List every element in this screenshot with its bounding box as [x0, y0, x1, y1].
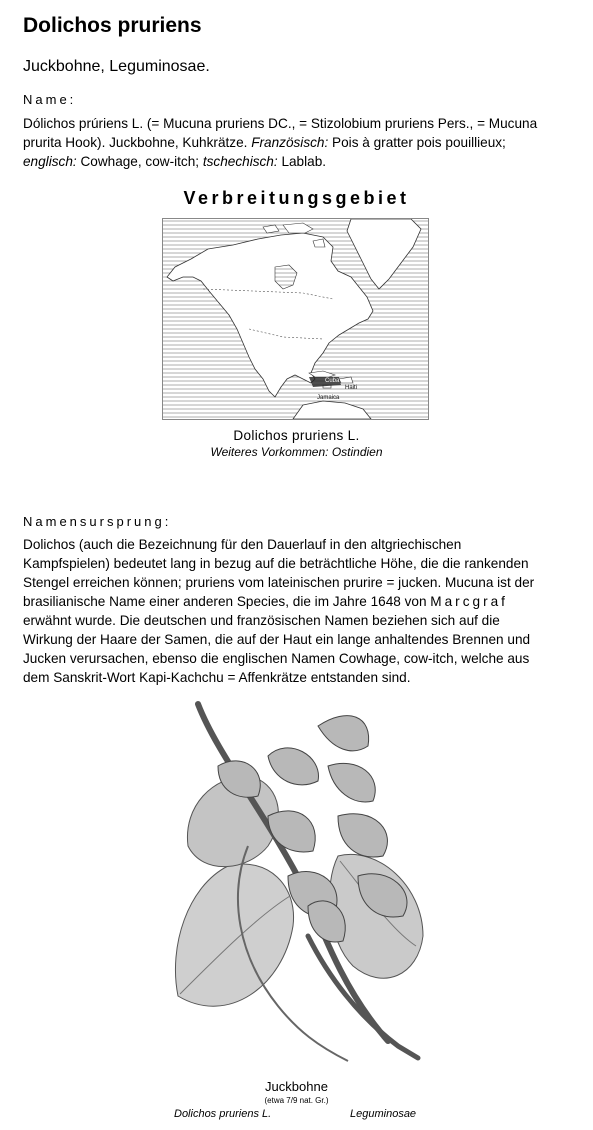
- origin-line-4: brasilianische Name einer anderen Species, die im Jahre 1648 von Marcgraf: [23, 594, 508, 609]
- distribution-map: [162, 218, 429, 420]
- plant-family-name: Leguminosae: [350, 1108, 417, 1120]
- map-caption: Dolichos pruriens L.: [233, 428, 360, 443]
- plant-svg: [158, 696, 433, 1074]
- common-name-subtitle: Juckbohne, Leguminosae.: [23, 58, 210, 75]
- label-haiti: Haiti: [345, 385, 358, 391]
- map-subcaption: Weiteres Vorkommen: Ostindien: [210, 445, 383, 459]
- flower-5: [338, 814, 387, 857]
- origin-line-8: dem Sanskrit-Wort Kapi-Kachchu = Affenkrätze entstanden sind.: [23, 670, 411, 685]
- name-section-text: [23, 114, 563, 171]
- flower-2: [328, 763, 375, 802]
- label-jamaica: Jamaica: [317, 395, 340, 401]
- label-cuba: Cuba: [325, 378, 340, 384]
- leaf-left-lower: [175, 864, 293, 1006]
- origin-section-label: Namensursprung:: [23, 514, 172, 529]
- flower-6: [268, 811, 315, 852]
- plant-caption: Juckbohne: [265, 1079, 328, 1094]
- flower-1: [318, 716, 369, 751]
- plant-latin-name: Dolichos pruriens L.: [174, 1108, 272, 1120]
- name-section-label: Name:: [23, 92, 77, 107]
- origin-line-3: Stengel erreichen können; pruriens vom lateinischen prurire = jucken. Mucuna ist der: [23, 575, 535, 590]
- origin-line-6: Wirkung der Haare der Samen, die auf der Haut ein lange anhaltendes Brennen und: [23, 632, 531, 647]
- name-line-3: englisch: Cowhage, cow-itch; tschechisch: Lablab.: [23, 154, 327, 169]
- map-svg: [163, 219, 428, 419]
- origin-line-2: Kampfspielen) bedeutet lang in bezug auf die beträchtliche Höhe, die die rankenden: [23, 556, 529, 571]
- name-line-1: Dólichos prúriens L. (= Mucuna pruriens DC., = Stizolobium pruriens Pers., = Mucuna: [23, 116, 538, 131]
- plant-illustration: [158, 696, 433, 1074]
- origin-line-5: erwähnt wurde. Die deutschen und französischen Namen beziehen sich auf die: [23, 613, 500, 628]
- origin-section-text: [23, 535, 563, 687]
- page-title: Dolichos pruriens: [23, 14, 202, 37]
- distribution-heading: Verbreitungsgebiet: [183, 188, 410, 208]
- plant-scale: (etwa 7/9 nat. Gr.): [264, 1096, 329, 1105]
- flower-3: [268, 748, 318, 785]
- name-line-2: prurita Hook). Juckbohne, Kuhkrätze. Französisch: Pois à gratter pois pouillieux;: [23, 135, 506, 150]
- origin-line-1: Dolichos (auch die Bezeichnung für den Dauerlauf in den altgriechischen: [23, 537, 462, 552]
- origin-line-7: Jucken verursachen, ebenso die englischen Namen Cowhage, cow-itch, welche aus: [23, 651, 530, 666]
